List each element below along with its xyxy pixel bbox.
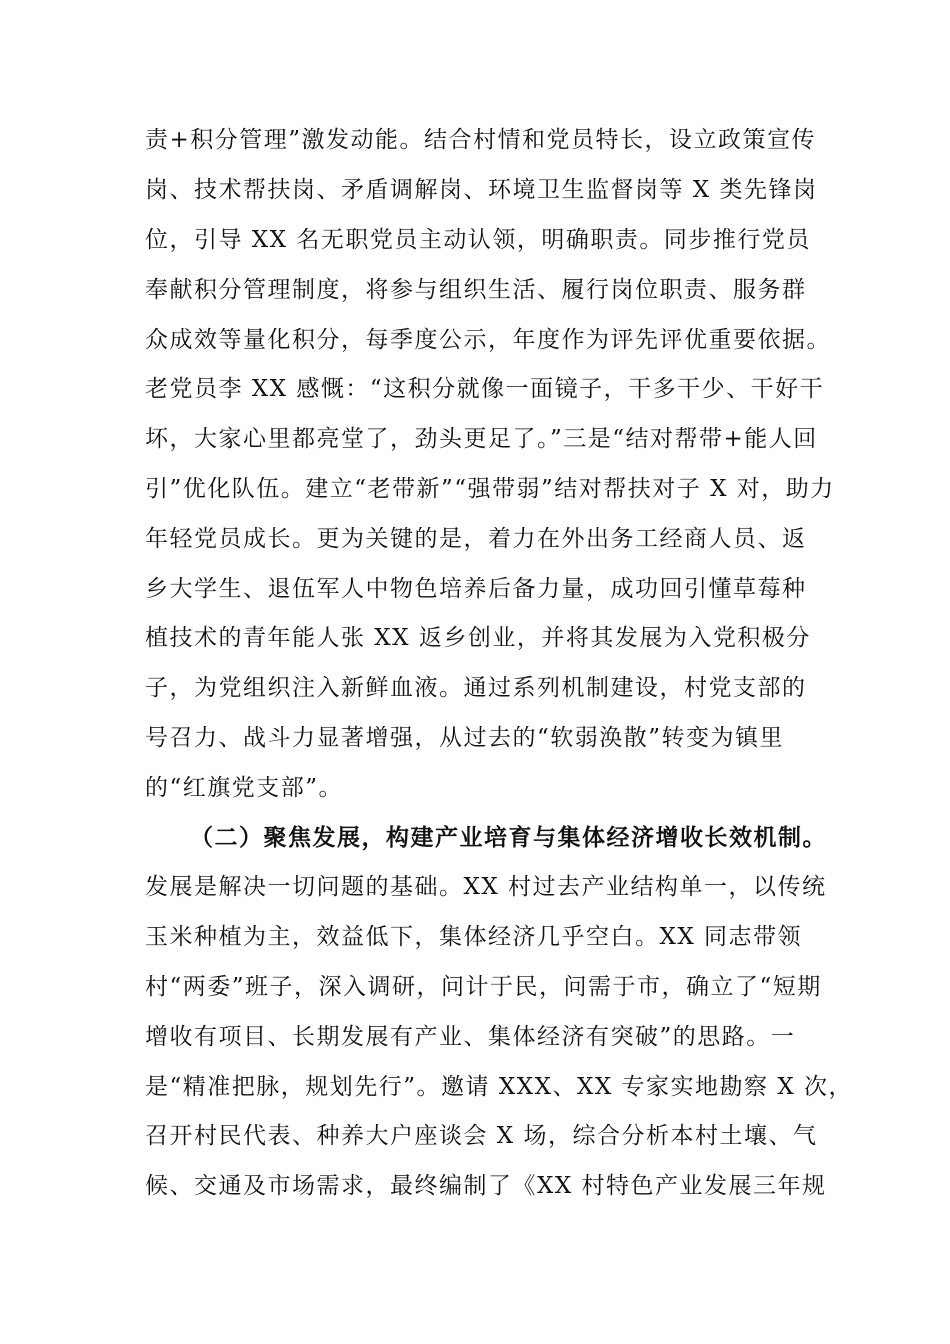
paragraph-1-line-10: 乡大学生、退伍军人中物色培养后备力量，成功回引懂草莓种 — [145, 576, 807, 602]
paragraph-1-line-2: 岗、技术帮扶岗、矛盾调解岗、环境卫生监督岗等 X 类先锋岗 — [145, 177, 818, 203]
paragraph-1-line-5: 众成效等量化积分，每季度公示，年度作为评先评优重要依据。 — [145, 327, 831, 353]
paragraph-1-line-14: 的“红旗党支部”。 — [145, 775, 344, 801]
paragraph-1-line-9: 年轻党员成长。更为关键的是，着力在外出务工经商人员、返 — [145, 526, 807, 552]
paragraph-1-line-7: 坏，大家心里都亮堂了，劲头更足了。”三是“结对帮带+能人回 — [145, 426, 818, 452]
paragraph-2-line-2: 玉米种植为主，效益低下，集体经济几乎空白。XX 同志带领 — [145, 924, 803, 950]
paragraph-1-line-13: 号召力、战斗力显著增强，从过去的“软弱涣散”转变为镇里 — [145, 725, 785, 751]
section-heading: （二）聚焦发展，构建产业培育与集体经济增收长效机制。 — [190, 824, 827, 851]
paragraph-1-line-11: 植技术的青年能人张 XX 返乡创业，并将其发展为入党积极分 — [145, 625, 811, 651]
paragraph-2-line-3: 村“两委”班子，深入调研，问计于民，问需于市，确立了“短期 — [145, 974, 822, 1000]
paragraph-1-line-4: 奉献积分管理制度，将参与组织生活、履行岗位职责、服务群 — [145, 277, 807, 303]
paragraph-2-line-6: 召开村民代表、种养大户座谈会 X 场，综合分析本村土壤、气 — [145, 1123, 818, 1149]
paragraph-2-line-4: 增收有项目、长期发展有产业、集体经济有突破”的思路。一 — [145, 1024, 796, 1050]
paragraph-2-line-5: 是“精准把脉，规划先行”。邀请 XXX、XX 专家实地勘察 X 次， — [145, 1074, 854, 1100]
paragraph-1-line-6: 老党员李 XX 感慨：“这积分就像一面镜子，干多干少、干好干 — [145, 376, 825, 402]
paragraph-1-line-3: 位，引导 XX 名无职党员主动认领，明确职责。同步推行党员 — [145, 227, 811, 253]
paragraph-1-line-1: 责+积分管理”激发动能。结合村情和党员特长，设立政策宣传 — [145, 127, 817, 153]
paragraph-2-line-7: 候、交通及市场需求，最终编制了《XX 村特色产业发展三年规 — [145, 1173, 827, 1199]
paragraph-1-line-8: 引”优化队伍。建立“老带新”“强带弱”结对帮扶对子 X 对，助力 — [145, 476, 835, 502]
paragraph-2-line-1: 发展是解决一切问题的基础。XX 村过去产业结构单一，以传统 — [145, 874, 827, 900]
paragraph-1-line-12: 子，为党组织注入新鲜血液。通过系列机制建设，村党支部的 — [145, 675, 807, 701]
